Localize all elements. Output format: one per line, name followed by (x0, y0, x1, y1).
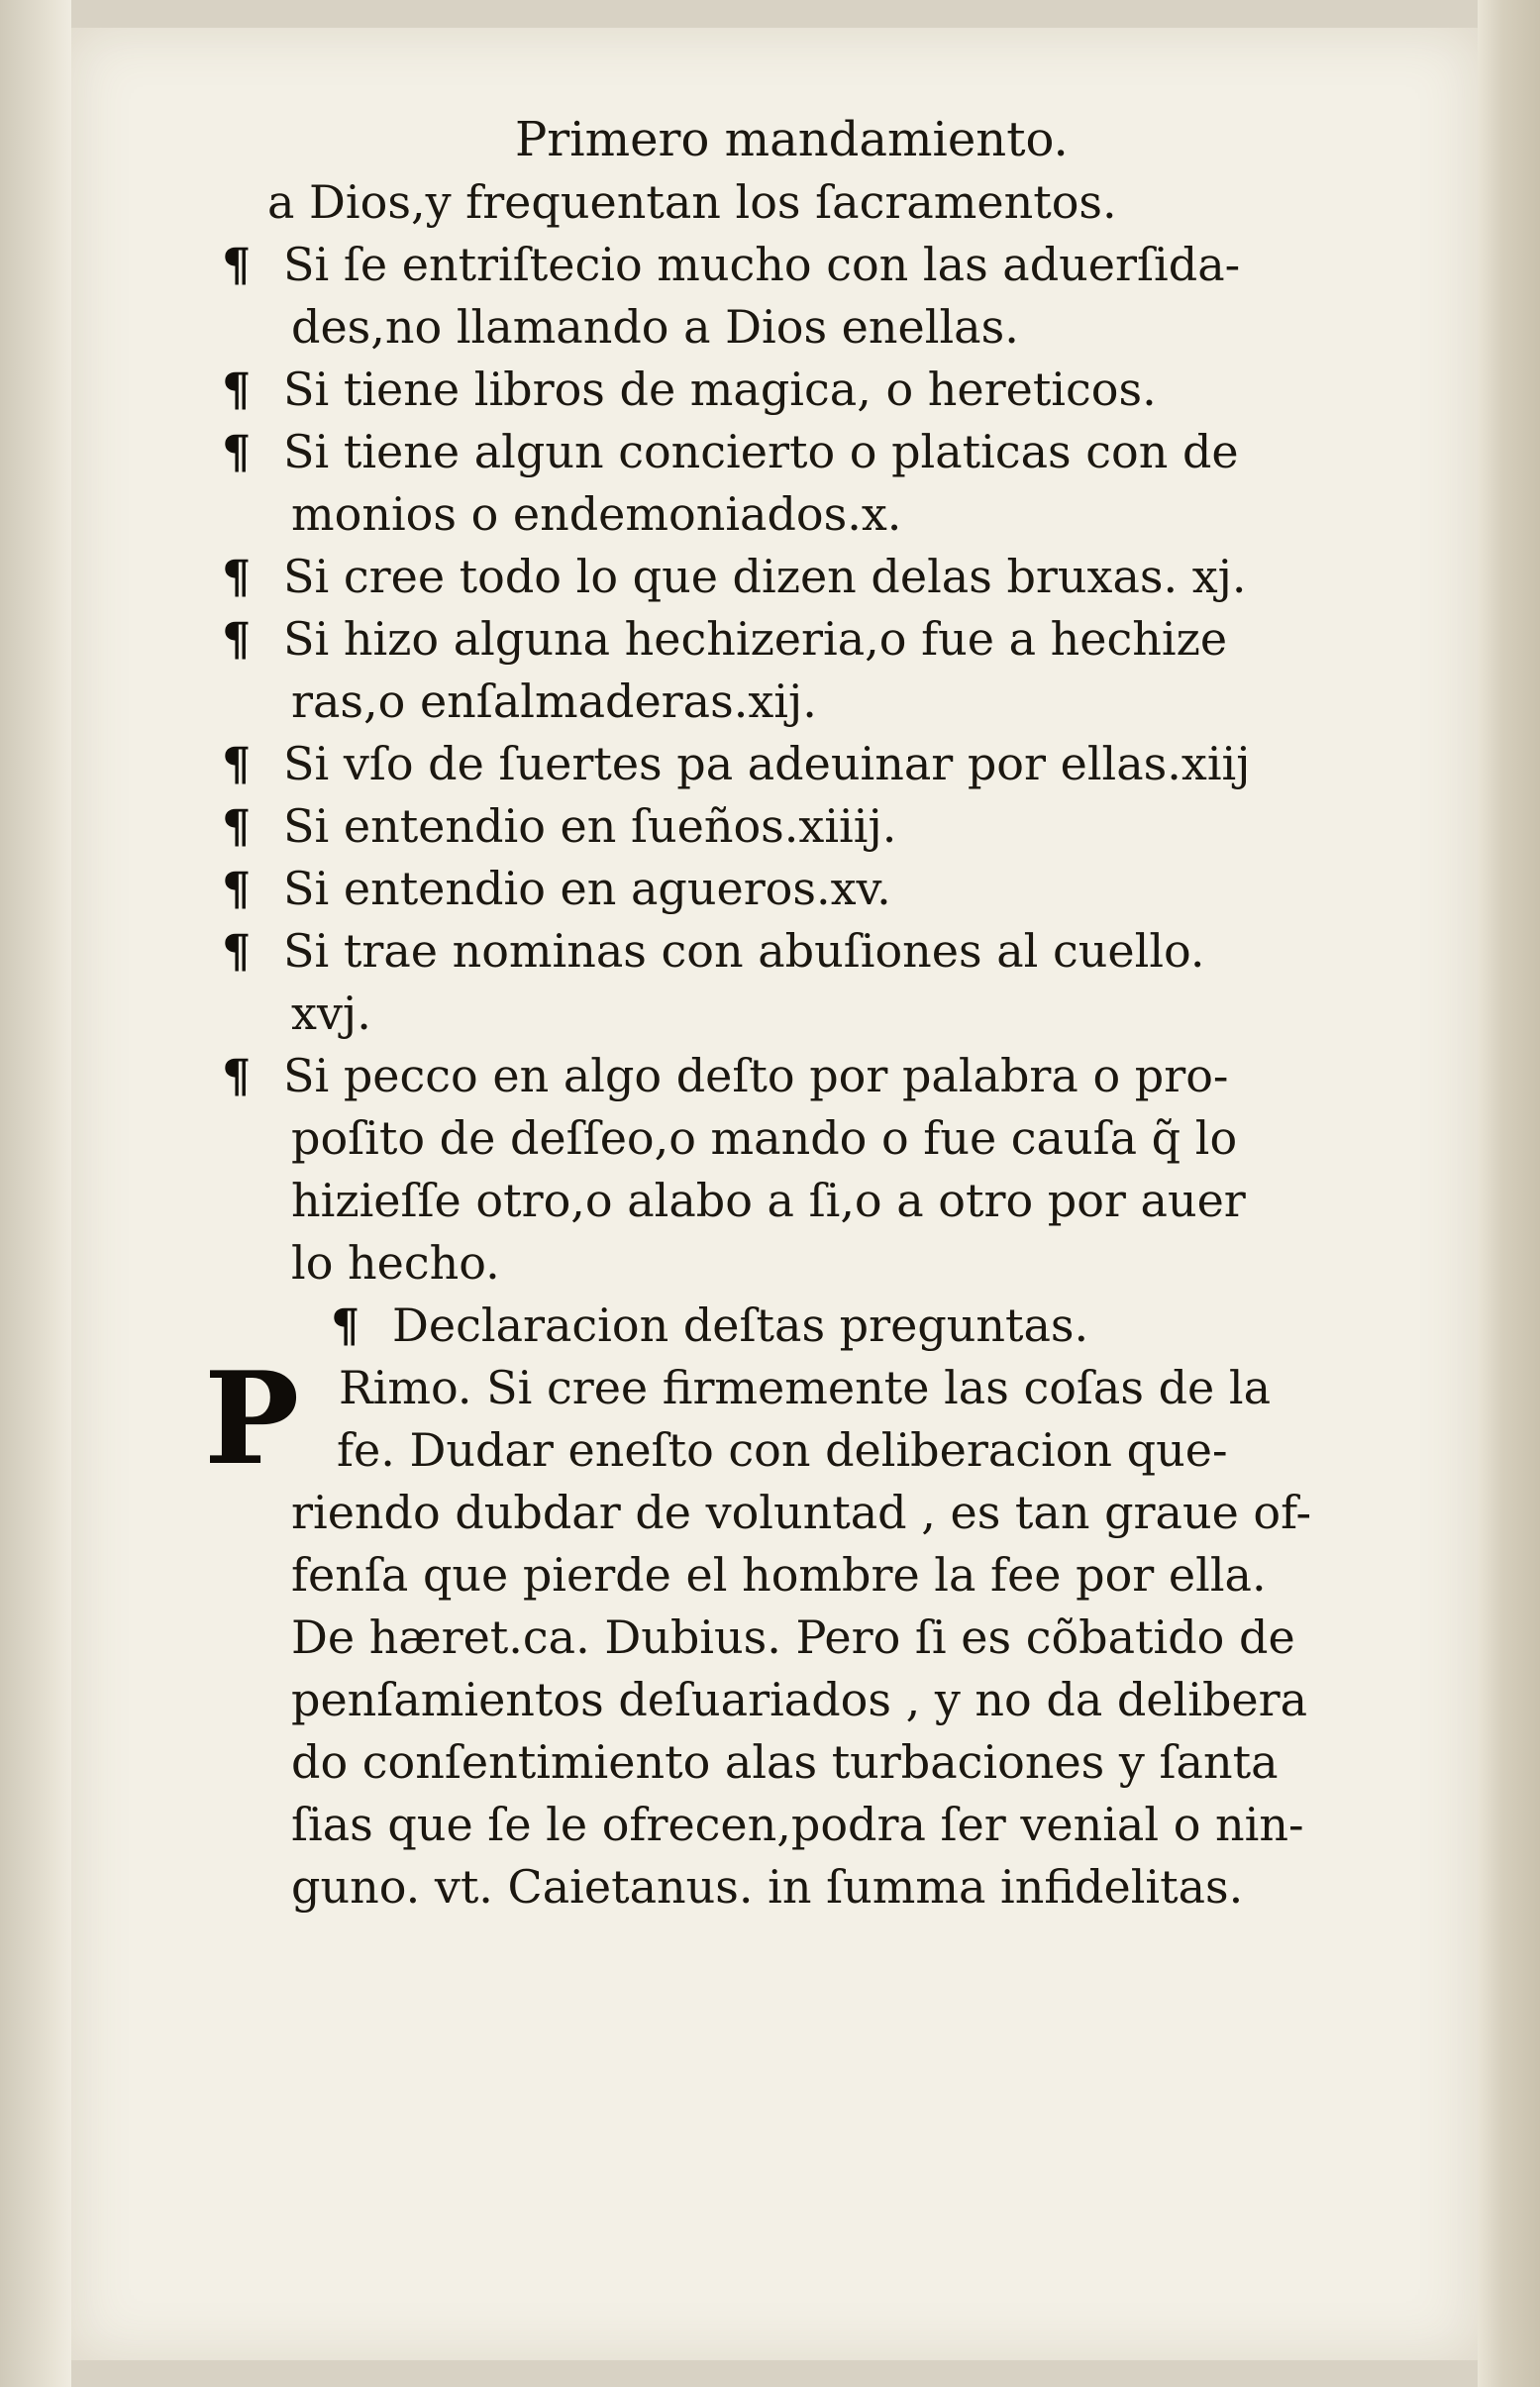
body-line-3: riendo dubdar de voluntad , es tan graue of- (291, 1486, 1312, 1539)
text-line-18: lo hecho. (291, 1236, 500, 1290)
book-gutter (0, 0, 71, 2387)
heading-text: Declaracion deſtas preguntas. (392, 1298, 1089, 1352)
pilcrow-mark: ¶ (222, 924, 252, 978)
question-item (208, 359, 1396, 421)
body-line-2: fe. Dudar eneſto con deliberacion que- (337, 1423, 1228, 1477)
text-line-10: Si vſo de ſuertes pa adeuinar por ellas.xiij (283, 737, 1251, 790)
section-heading (208, 1295, 1396, 1357)
question-item (208, 795, 1396, 858)
text-line-9: ras,o enſalmaderas.xij. (291, 675, 817, 728)
question-item (208, 234, 1396, 296)
pilcrow-mark: ¶ (222, 737, 252, 790)
text-line-14: xvj. (291, 986, 371, 1040)
body-line-5: De hæret.ca. Dubius. Pero ſi es cõbatido de (291, 1610, 1295, 1664)
text-line-3: des,no llamando a Dios enellas. (291, 300, 1019, 354)
drop-cap-initial: P (204, 1345, 300, 1494)
question-item (208, 608, 1396, 671)
pilcrow-mark: ¶ (222, 612, 252, 666)
question-item (208, 733, 1396, 795)
pilcrow-mark: ¶ (222, 862, 252, 915)
text-line-1: a Dios,y frequentan los ſacramentos. (267, 175, 1117, 229)
body-line-8: ſias que ſe le ofrecen,podra ſer venial o nin- (291, 1798, 1304, 1851)
text-line-11: Si entendio en ſueños.xiiij. (283, 799, 897, 853)
pilcrow-mark: ¶ (222, 1049, 252, 1102)
text-line-6: monios o endemoniados.x. (291, 487, 902, 541)
page-text (204, 109, 1396, 1919)
pilcrow-mark: ¶ (222, 238, 252, 291)
body-line-6: penſamientos deſuariados , y no da delibera (291, 1673, 1308, 1726)
question-item (208, 1045, 1396, 1107)
text-line-5: Si tiene algun concierto o platicas con de (283, 425, 1239, 478)
pilcrow-mark: ¶ (222, 550, 252, 603)
running-head: Primero mandamiento. (515, 112, 1069, 167)
question-item (208, 920, 1396, 983)
text-line-13: Si trae nominas con abuſiones al cuello. (283, 924, 1205, 978)
body-line-1: Rimo. Si cree firmemente las coſas de la (339, 1361, 1272, 1414)
body-line-7: do conſentimiento alas turbaciones y ſanta (291, 1735, 1279, 1789)
text-line-4: Si tiene libros de magica, o hereticos. (283, 363, 1157, 416)
pilcrow-mark: ¶ (222, 799, 252, 853)
pilcrow-mark: ¶ (222, 363, 252, 416)
text-line-12: Si entendio en agueros.xv. (283, 862, 891, 915)
page-edge-right (1478, 0, 1540, 2387)
question-item (208, 421, 1396, 483)
text-line-17: hizieſſe otro,o alabo a ſi,o a otro por auer (291, 1174, 1246, 1227)
body-line-9: guno. vt. Caietanus. in ſumma infidelitas. (291, 1860, 1244, 1914)
text-line-2: Si ſe entriſtecio mucho con las aduerſida- (283, 238, 1241, 291)
text-line-16: poſito de deſſeo,o mando o fue cauſa q̃ lo (291, 1111, 1238, 1165)
body-line-4: fenſa que pierde el hombre la fee por ella. (291, 1548, 1267, 1602)
question-item (208, 858, 1396, 920)
text-line-7: Si cree todo lo que dizen delas bruxas. xj. (283, 550, 1247, 603)
pilcrow-mark: ¶ (222, 425, 252, 478)
pilcrow-mark: ¶ (331, 1298, 360, 1352)
text-line-15: Si pecco en algo deſto por palabra o pro- (283, 1049, 1229, 1102)
declaration-paragraph (204, 1345, 1396, 1919)
question-item (208, 546, 1396, 608)
text-line-8: Si hizo alguna hechizeria,o fue a hechize (283, 612, 1228, 666)
